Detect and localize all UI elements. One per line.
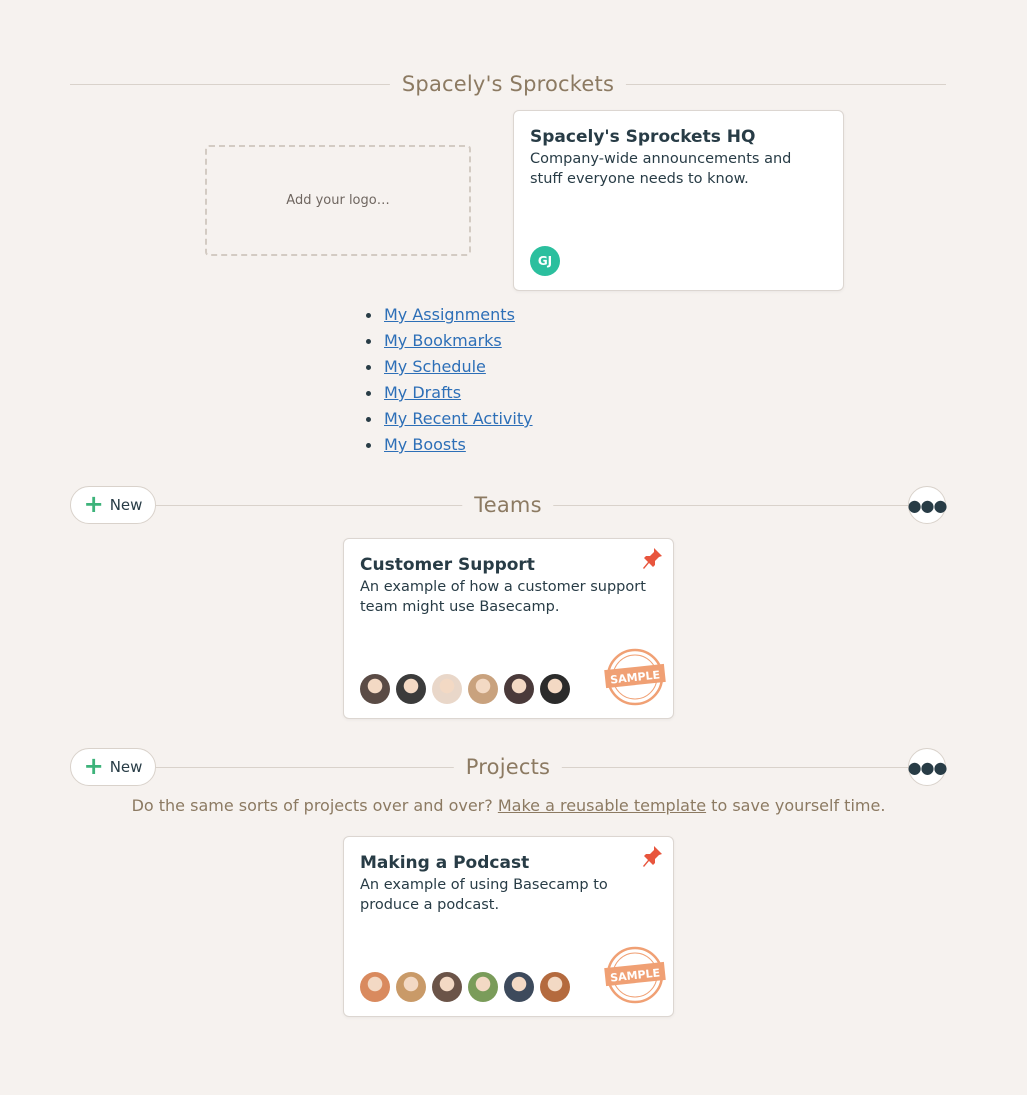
make-template-link[interactable]: Make a reusable template <box>497 796 707 815</box>
hq-avatars <box>530 246 560 276</box>
stamp-text: SAMPLE <box>609 966 661 985</box>
avatar[interactable] <box>432 972 462 1002</box>
list-item <box>366 302 533 328</box>
sample-stamp-icon <box>603 946 667 1004</box>
avatar[interactable] <box>540 674 570 704</box>
logo-placeholder-text: Add your logo… <box>286 193 390 208</box>
avatar[interactable] <box>360 972 390 1002</box>
avatar[interactable]: GJ <box>530 246 560 276</box>
hq-description: Company-wide announcements and stuff everyone needs to know. <box>530 151 792 187</box>
list-item <box>366 432 533 458</box>
new-team-label: New <box>109 496 143 514</box>
my-link[interactable]: My Schedule <box>384 357 486 376</box>
stamp-text: SAMPLE <box>609 668 661 687</box>
avatar[interactable] <box>468 972 498 1002</box>
ellipsis-icon: ●●● <box>907 495 947 515</box>
project-title: Making a Podcast <box>360 853 530 873</box>
team-avatars <box>360 674 570 704</box>
ellipsis-icon: ●●● <box>907 757 947 777</box>
teams-header <box>70 485 946 525</box>
team-card-customer-support[interactable] <box>343 538 674 719</box>
avatar[interactable] <box>504 674 534 704</box>
new-team-button[interactable] <box>70 486 156 524</box>
avatar[interactable] <box>360 674 390 704</box>
list-item <box>366 406 533 432</box>
my-links-list <box>366 302 533 458</box>
avatar[interactable] <box>468 674 498 704</box>
my-link[interactable]: My Drafts <box>384 383 462 402</box>
list-item <box>366 328 533 354</box>
list-item <box>366 380 533 406</box>
projects-header <box>70 747 946 787</box>
my-link[interactable]: My Recent Activity <box>384 409 533 428</box>
project-card-making-a-podcast[interactable] <box>343 836 674 1017</box>
teams-title: Teams <box>462 493 553 517</box>
hq-title: Spacely's Sprockets HQ <box>530 127 756 147</box>
sample-stamp-icon <box>603 648 667 706</box>
plus-icon: + <box>83 752 104 780</box>
project-description: An example of using Basecamp to produce a podcast. <box>360 877 608 913</box>
logo-upload-placeholder[interactable] <box>205 145 471 256</box>
list-item <box>366 354 533 380</box>
project-avatars <box>360 972 570 1002</box>
my-link[interactable]: My Bookmarks <box>384 331 502 350</box>
new-project-label: New <box>109 758 143 776</box>
company-header <box>70 64 946 104</box>
teams-more-options-button[interactable] <box>908 486 946 524</box>
projects-more-options-button[interactable] <box>908 748 946 786</box>
tip-text-after: to save yourself time. <box>711 796 886 815</box>
projects-title: Projects <box>454 755 562 779</box>
plus-icon: + <box>83 490 104 518</box>
avatar[interactable] <box>396 972 426 1002</box>
avatar[interactable] <box>540 972 570 1002</box>
hq-card[interactable] <box>513 110 844 291</box>
avatar[interactable] <box>432 674 462 704</box>
template-tip <box>0 796 1017 815</box>
avatar[interactable] <box>504 972 534 1002</box>
pin-icon[interactable] <box>641 547 663 571</box>
team-description: An example of how a customer support team might use Basecamp. <box>360 579 646 615</box>
my-link[interactable]: My Assignments <box>384 305 515 324</box>
my-link[interactable]: My Boosts <box>384 435 466 454</box>
pin-icon[interactable] <box>641 845 663 869</box>
team-title: Customer Support <box>360 555 535 575</box>
avatar[interactable] <box>396 674 426 704</box>
new-project-button[interactable] <box>70 748 156 786</box>
company-name: Spacely's Sprockets <box>390 72 626 96</box>
tip-text-before: Do the same sorts of projects over and over? <box>131 796 493 815</box>
